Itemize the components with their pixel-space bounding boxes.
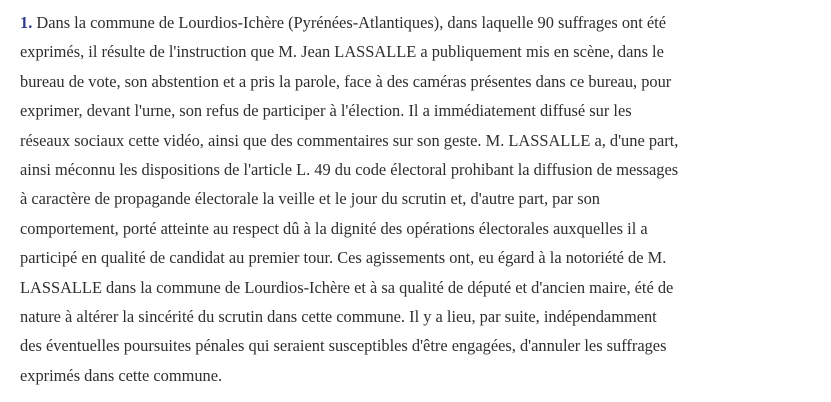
paragraph-number: 1.: [20, 13, 33, 32]
document-body: [20, 8, 820, 390]
paragraph-text: Dans la commune de Lourdios-Ichère (Pyrénées-Atlantiques), dans laquelle 90 suffrages ont été exprimés, il résulte de l'instruction que M. Jean LASSALLE a publiquement mis en scène, dans le bureau de vote, son abstention et a pris la parole, face à des caméras présentes dans ce bureau, pour exprimer, devant l'urne, son refus de participer à l'élection. Il a immédiatement diffusé sur les réseaux sociaux cette vidéo, ainsi que des commentaires sur son geste. M. LASSALLE a, d'une part, ainsi méconnu les dispositions de l'article L. 49 du code électoral prohibant la diffusion de messages à caractère de propagande électorale la veille et le jour du scrutin et, d'autre part, par son comportement, porté atteinte au respect dû à la dignité des opérations électorales auxquelles il a participé en qualité de candidat au premier tour. Ces agissements ont, eu égard à la notoriété de M. LASSALLE dans la commune de Lourdios-Ichère et à sa qualité de député et d'ancien maire, été de nature à altérer la sincérité du scrutin dans cette commune. Il y a lieu, par suite, indépendamment des éventuelles poursuites pénales qui seraient susceptibles d'être engagées, d'annuler les suffrages exprimés dans cette commune.: [20, 13, 679, 385]
paragraph-1: [20, 8, 820, 390]
